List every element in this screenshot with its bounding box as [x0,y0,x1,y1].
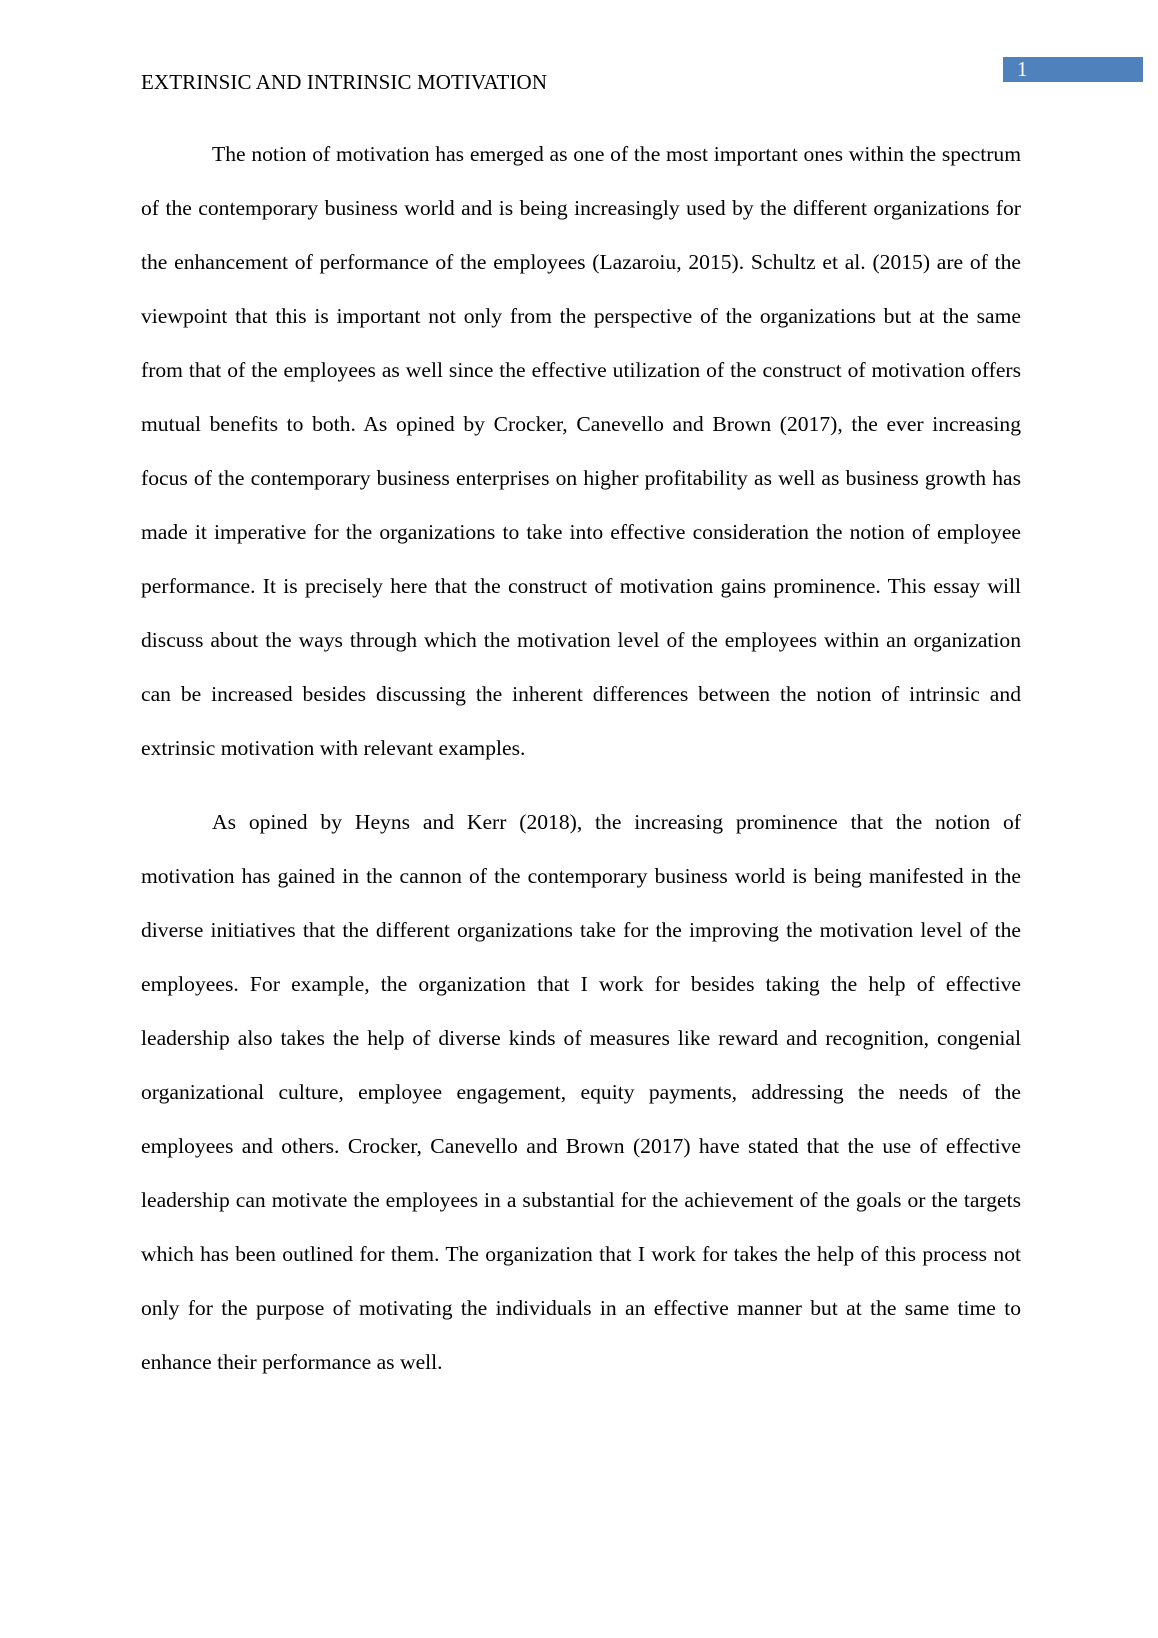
paragraph-2: As opined by Heyns and Kerr (2018), the increasing prominence that the notion of motivation has gained in the cannon of the contemporary business world is being manifested in the diverse initiatives that the different organizations take for the improving the motivation level of the employees. For example, the organization that I work for besides taking the help of effective leadership also takes the help of diverse kinds of measures like reward and recognition, congenial organizational culture, employee engagement, equity payments, addressing the needs of the employees and others. Crocker, Canevello and Brown (2017) have stated that the use of effective leadership can motivate the employees in a substantial for the achievement of the goals or the targets which has been outlined for them. The organization that I work for takes the help of this process not only for the purpose of motivating the individuals in an effective manner but at the same time to enhance their performance as well. [141,810,1021,1374]
running-head: EXTRINSIC AND INTRINSIC MOTIVATION [141,70,548,94]
page-number: 1 [1003,57,1143,82]
document-body [141,127,1021,1409]
paragraph-1: The notion of motivation has emerged as one of the most important ones within the spectrum of the contemporary business world and is being increasingly used by the different organizations for the enhancement of performance of the employees (Lazaroiu, 2015). Schultz et al. (2015) are of the viewpoint that this is important not only from the perspective of the organizations but at the same from that of the employees as well since the effective utilization of the construct of motivation offers mutual benefits to both. As opined by Crocker, Canevello and Brown (2017), the ever increasing focus of the contemporary business enterprises on higher profitability as well as business growth has made it imperative for the organizations to take into effective consideration the notion of employee performance. It is precisely here that the construct of motivation gains prominence. This essay will discuss about the ways through which the motivation level of the employees within an organization can be increased besides discussing the inherent differences between the notion of intrinsic and extrinsic motivation with relevant examples. [141,142,1021,760]
